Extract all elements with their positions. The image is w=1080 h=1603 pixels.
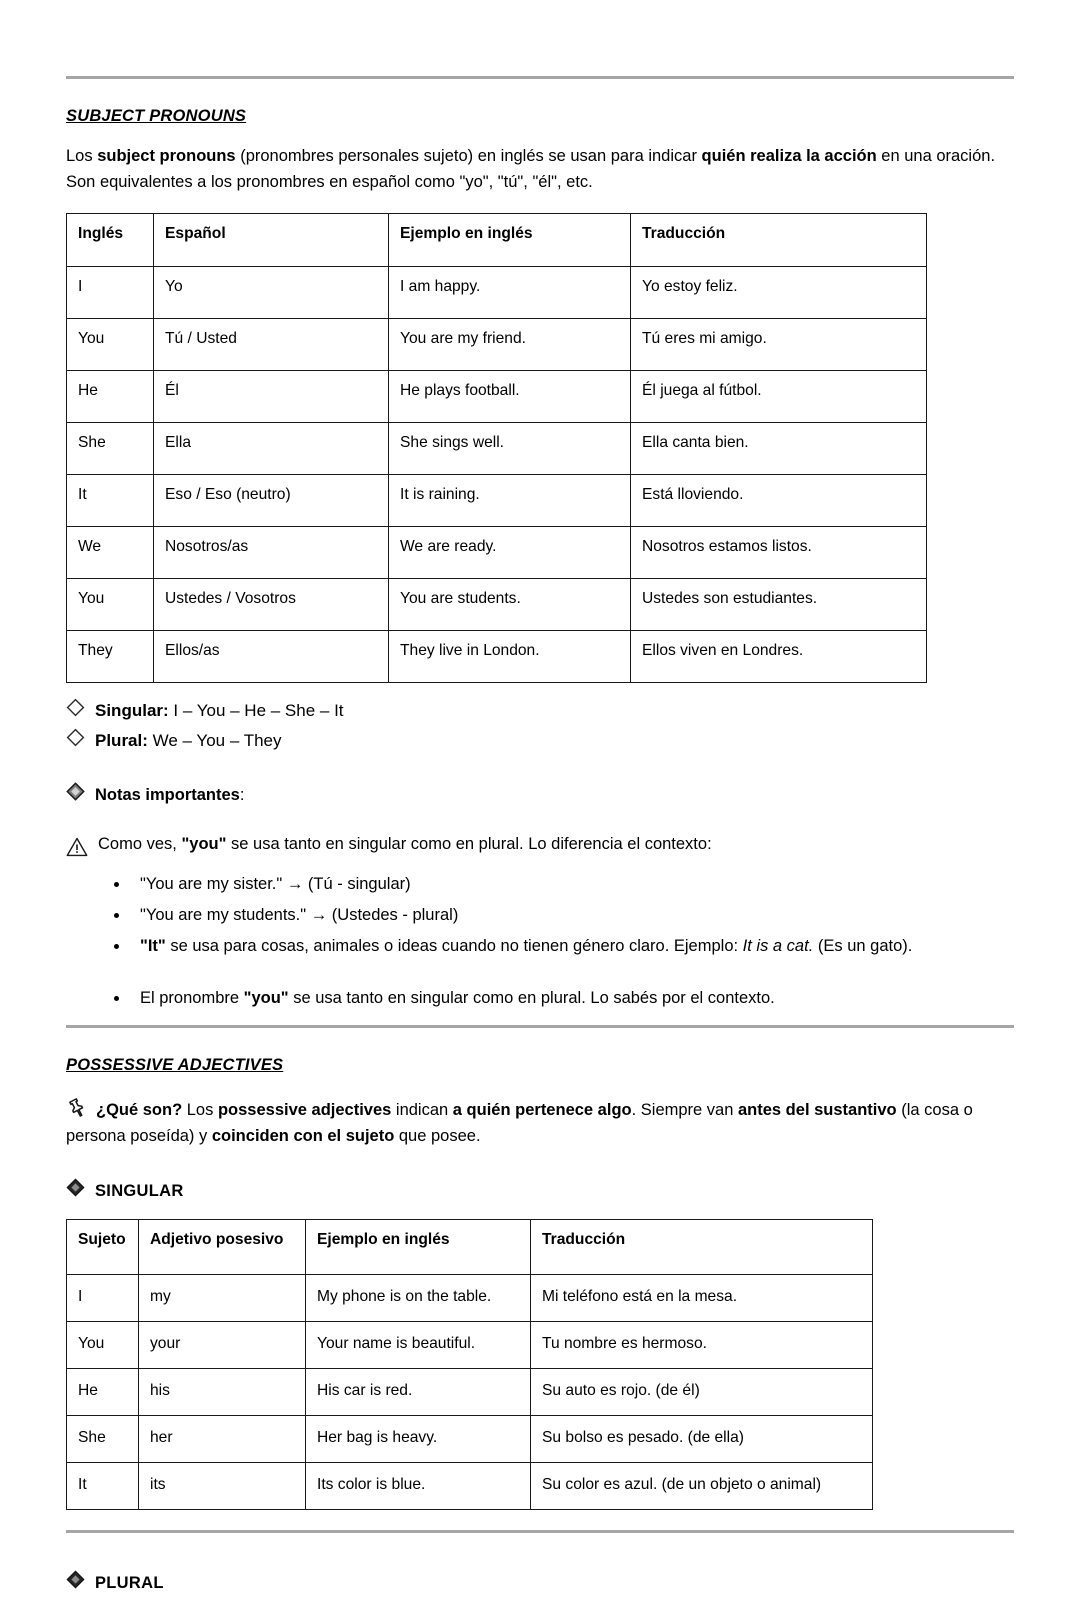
warning-run-1: "you": [181, 835, 227, 854]
intro-run-0: Los: [66, 147, 98, 165]
subject-pronouns-cell-1: Tú / Usted: [154, 319, 389, 371]
possessive-adjectives-singular-table: [66, 1219, 873, 1510]
table-header-row: [67, 1219, 873, 1274]
singular-value: I – You – He – She – It: [168, 701, 344, 721]
plural-summary-line: [66, 727, 1014, 751]
diamond-outline-icon: [66, 698, 85, 717]
possessive-singular-cell-1: its: [139, 1463, 306, 1510]
subject-pronouns-header-3: Traducción: [631, 214, 927, 267]
possessive-singular-cell-3: Su auto es rojo. (de él): [531, 1369, 873, 1416]
pin-run-4: a quién pertenece algo: [452, 1100, 632, 1119]
subject-pronouns-cell-3: Ella canta bien.: [631, 423, 927, 475]
table-row: [67, 579, 927, 631]
bullet-3-run-1: "you": [243, 988, 289, 1007]
subject-pronouns-cell-1: Yo: [154, 267, 389, 319]
pushpin-icon: [66, 1097, 88, 1119]
warning-triangle-icon: [66, 837, 88, 857]
pin-run-1: Los: [182, 1100, 218, 1119]
subject-pronouns-cell-0: It: [67, 475, 154, 527]
plural-value: We – You – They: [147, 731, 282, 751]
subject-pronouns-table: [66, 213, 927, 683]
possessive-singular-header-2: Ejemplo en inglés: [306, 1219, 531, 1274]
subject-pronouns-cell-3: Tú eres mi amigo.: [631, 319, 927, 371]
list-item: [130, 935, 1014, 959]
subject-pronouns-cell-2: It is raining.: [389, 475, 631, 527]
top-divider: [66, 76, 1014, 79]
possessive-singular-header-0: Sujeto: [67, 1219, 139, 1274]
possessive-singular-cell-2: Your name is beautiful.: [306, 1322, 531, 1369]
pin-run-6: antes del sustantivo: [738, 1100, 897, 1119]
table-row: [67, 423, 927, 475]
table-row: [67, 267, 927, 319]
subject-pronouns-cell-0: I: [67, 267, 154, 319]
subject-pronouns-cell-0: He: [67, 371, 154, 423]
pin-run-7: (la cosa o persona poseída) y: [66, 1100, 973, 1145]
subject-pronouns-header-1: Español: [154, 214, 389, 267]
possessive-singular-cell-2: My phone is on the table.: [306, 1275, 531, 1322]
subject-pronouns-cell-2: She sings well.: [389, 423, 631, 475]
notas-importantes-line: [66, 781, 1014, 805]
bullet-2-run-3: (Es un gato).: [813, 937, 913, 956]
bullet-2-run-2: It is a cat.: [742, 937, 814, 956]
table-header-row: [67, 214, 927, 267]
warning-run-0: Como ves,: [98, 835, 182, 854]
intro-run-4: en una oración. Son equivalentes a los pronombres en español como "yo", "tú", "él", etc.: [66, 147, 996, 192]
pin-run-0: ¿Qué son?: [96, 1100, 183, 1119]
possessive-singular-cell-2: His car is red.: [306, 1369, 531, 1416]
subject-pronouns-cell-2: I am happy.: [389, 267, 631, 319]
section-title-possessive-adjectives: POSSESSIVE ADJECTIVES: [66, 1055, 284, 1074]
list-item: [130, 987, 1014, 1011]
possessive-singular-cell-1: your: [139, 1322, 306, 1369]
singular-subheading-line: [66, 1177, 1014, 1201]
possessive-singular-cell-0: It: [67, 1463, 139, 1510]
plural-subheading-label: PLURAL: [95, 1574, 164, 1593]
diamond-filled-icon: [66, 1178, 85, 1197]
pin-run-8: coinciden con el sujeto: [211, 1126, 395, 1145]
possessive-adjectives-intro-text: [66, 1101, 973, 1145]
warning-run-2: se usa tanto en singular como en plural. Lo diferencia el contexto:: [226, 835, 712, 854]
subject-pronouns-cell-1: Eso / Eso (neutro): [154, 475, 389, 527]
possessive-singular-cell-1: his: [139, 1369, 306, 1416]
bullet-0-run-0: "You are my sister." → (Tú - singular): [140, 875, 411, 894]
possessive-singular-cell-3: Su bolso es pesado. (de ella): [531, 1416, 873, 1463]
subject-pronouns-cell-0: You: [67, 579, 154, 631]
subject-pronouns-cell-2: They live in London.: [389, 631, 631, 683]
subject-pronouns-cell-1: Ellos/as: [154, 631, 389, 683]
plural-subheading-line: [66, 1569, 1014, 1593]
diamond-filled-icon: [66, 1570, 85, 1589]
subject-pronouns-cell-0: We: [67, 527, 154, 579]
possessive-singular-header-1: Adjetivo posesivo: [139, 1219, 306, 1274]
bottom-divider: [66, 1530, 1014, 1533]
subject-pronouns-cell-2: He plays football.: [389, 371, 631, 423]
subject-pronouns-cell-2: We are ready.: [389, 527, 631, 579]
singular-summary-line: [66, 697, 1014, 721]
list-item: [130, 873, 1014, 897]
table-row: [67, 475, 927, 527]
pin-run-9: que posee.: [394, 1126, 481, 1145]
subject-pronouns-cell-3: Él juega al fútbol.: [631, 371, 927, 423]
subject-pronouns-cell-2: You are students.: [389, 579, 631, 631]
bullet-3-run-2: se usa tanto en singular como en plural. Lo sabés por el contexto.: [288, 988, 775, 1007]
table-row: [67, 1416, 873, 1463]
possessive-singular-cell-0: You: [67, 1322, 139, 1369]
document-page: [0, 76, 1080, 1603]
list-item: [130, 904, 1014, 928]
subject-pronouns-cell-1: Nosotros/as: [154, 527, 389, 579]
subject-pronouns-cell-3: Ustedes son estudiantes.: [631, 579, 927, 631]
table-row: [67, 1322, 873, 1369]
table-row: [67, 631, 927, 683]
subject-pronouns-cell-0: They: [67, 631, 154, 683]
intro-run-2: (pronombres personales sujeto) en inglés se usan para indicar: [235, 147, 702, 165]
subject-pronouns-cell-3: Ellos viven en Londres.: [631, 631, 927, 683]
possessive-adjectives-intro-paragraph: [66, 1097, 1014, 1149]
subject-pronouns-cell-1: Ella: [154, 423, 389, 475]
section-divider: [66, 1025, 1014, 1028]
plural-label: Plural:: [95, 731, 148, 751]
bullet-1-run-0: "You are my students." → (Ustedes - plural): [140, 906, 459, 925]
notas-importantes-colon: :: [239, 786, 245, 805]
subject-pronouns-cell-3: Yo estoy feliz.: [631, 267, 927, 319]
singular-summary-text: [95, 701, 344, 721]
diamond-outline-icon: [66, 728, 85, 747]
possessive-singular-header-3: Traducción: [531, 1219, 873, 1274]
warning-note-line: [66, 835, 1014, 855]
subject-pronouns-cell-3: Está lloviendo.: [631, 475, 927, 527]
subject-pronouns-cell-3: Nosotros estamos listos.: [631, 527, 927, 579]
possessive-singular-cell-3: Mi teléfono está en la mesa.: [531, 1275, 873, 1322]
possessive-singular-cell-0: He: [67, 1369, 139, 1416]
subject-pronouns-notes-list: [66, 873, 1014, 1011]
table-row: [67, 1369, 873, 1416]
warning-note-text: [98, 835, 712, 854]
intro-run-3: quién realiza la acción: [701, 147, 877, 165]
possessive-singular-cell-3: Tu nombre es hermoso.: [531, 1322, 873, 1369]
subject-pronouns-intro-paragraph: [66, 143, 1014, 195]
pin-run-2: possessive adjectives: [217, 1100, 392, 1119]
bullet-2-run-1: se usa para cosas, animales o ideas cuando no tienen género claro. Ejemplo:: [165, 937, 743, 956]
table-row: [67, 1463, 873, 1510]
subject-pronouns-cell-1: Él: [154, 371, 389, 423]
possessive-singular-cell-0: I: [67, 1275, 139, 1322]
diamond-filled-icon: [66, 782, 85, 801]
table-row: [67, 371, 927, 423]
plural-summary-text: [95, 731, 282, 751]
possessive-singular-cell-2: Her bag is heavy.: [306, 1416, 531, 1463]
possessive-singular-cell-1: her: [139, 1416, 306, 1463]
singular-label: Singular:: [95, 701, 169, 721]
possessive-singular-cell-3: Su color es azul. (de un objeto o animal): [531, 1463, 873, 1510]
pin-run-5: . Siempre van: [631, 1100, 738, 1119]
table-row: [67, 527, 927, 579]
possessive-singular-cell-2: Its color is blue.: [306, 1463, 531, 1510]
notas-importantes-label: Notas importantes: [95, 786, 240, 805]
subject-pronouns-cell-2: You are my friend.: [389, 319, 631, 371]
singular-subheading-label: SINGULAR: [95, 1181, 184, 1200]
section-title-subject-pronouns: SUBJECT PRONOUNS: [66, 107, 247, 125]
subject-pronouns-cell-0: You: [67, 319, 154, 371]
intro-run-1: subject pronouns: [97, 147, 236, 165]
bullet-3-run-0: El pronombre: [140, 988, 244, 1007]
possessive-singular-cell-1: my: [139, 1275, 306, 1322]
subject-pronouns-cell-0: She: [67, 423, 154, 475]
subject-pronouns-header-0: Inglés: [67, 214, 154, 267]
pin-run-3: indican: [391, 1100, 453, 1119]
subject-pronouns-cell-1: Ustedes / Vosotros: [154, 579, 389, 631]
possessive-singular-cell-0: She: [67, 1416, 139, 1463]
table-row: [67, 1275, 873, 1322]
table-row: [67, 319, 927, 371]
bullet-2-run-0: "It": [140, 937, 166, 956]
subject-pronouns-header-2: Ejemplo en inglés: [389, 214, 631, 267]
